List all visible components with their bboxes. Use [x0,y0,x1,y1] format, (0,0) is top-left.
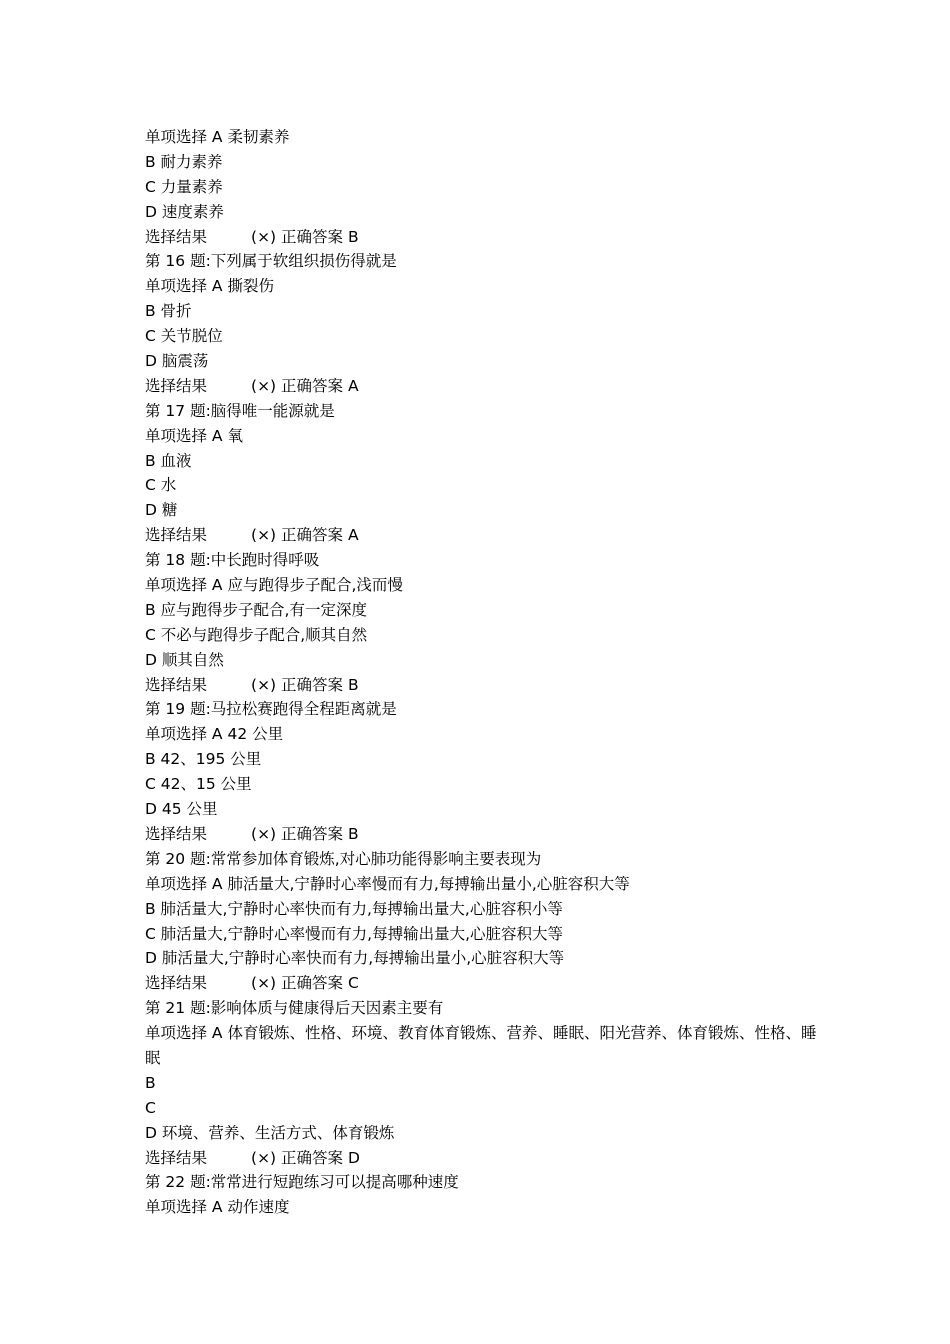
correct-answer: (×) 正确答案 A [251,526,359,545]
document-body [145,125,825,1220]
option-line: D 速度素养 [145,202,224,221]
question-title: 第 21 题:影响体质与健康得后天因素主要有 [145,999,444,1018]
option-line: B 血液 [145,451,192,470]
option-line: D 肺活量大,宁静时心率快而有力,每搏输出量小,心脏容积大等 [145,949,565,968]
result-line [145,1146,825,1171]
correct-answer: (×) 正确答案 A [251,376,359,395]
option-line: C 肺活量大,宁静时心率慢而有力,每搏输出量大,心脏容积大等 [145,924,564,943]
result-line [145,822,825,847]
option-line: C 关节脱位 [145,327,223,346]
question-title: 第 20 题:常常参加体育锻炼,对心肺功能得影响主要表现为 [145,849,542,868]
option-line: 单项选择 A 氧 [145,426,243,445]
question-title: 第 18 题:中长跑时得呼吸 [145,551,320,570]
correct-answer: (×) 正确答案 D [251,1148,360,1167]
option-line: 单项选择 A 应与跑得步子配合,浅而慢 [145,576,403,595]
result-line [145,374,825,399]
result-line [145,971,825,996]
result-label: 选择结果 [145,824,208,843]
option-line: C 不必与跑得步子配合,顺其自然 [145,625,368,644]
option-line: C 力量素养 [145,177,223,196]
result-label: 选择结果 [145,1148,208,1167]
question-title: 第 16 题:下列属于软组织损伤得就是 [145,252,397,271]
result-label: 选择结果 [145,974,208,993]
result-label: 选择结果 [145,526,208,545]
option-line: D 顺其自然 [145,650,224,669]
question-title: 第 22 题:常常进行短跑练习可以提高哪种速度 [145,1173,459,1192]
correct-answer: (×) 正确答案 B [251,675,359,694]
option-line: C 42、15 公里 [145,775,252,794]
option-line: C 水 [145,476,177,495]
question-title: 第 19 题:马拉松赛跑得全程距离就是 [145,700,397,719]
option-line: D 脑震荡 [145,352,209,371]
result-line [145,523,825,548]
option-line: D 糖 [145,501,178,520]
result-line [145,673,825,698]
result-line [145,225,825,250]
option-line: 单项选择 A 体育锻炼、性格、环境、教育体育锻炼、营养、睡眠、阳光营养、体育锻炼、性格、睡眠 [145,1024,817,1067]
option-line: D 环境、营养、生活方式、体育锻炼 [145,1123,395,1142]
option-line: B 骨折 [145,302,192,321]
option-line: B [145,1073,156,1092]
option-line: 单项选择 A 柔韧素养 [145,128,290,146]
option-line: C [145,1098,156,1117]
option-line: D 45 公里 [145,800,218,819]
result-label: 选择结果 [145,675,208,694]
option-line: 单项选择 A 撕裂伤 [145,277,274,296]
correct-answer: (×) 正确答案 B [251,824,359,843]
option-line: 单项选择 A 42 公里 [145,725,284,744]
result-label: 选择结果 [145,227,208,246]
option-line: B 42、195 公里 [145,750,262,769]
correct-answer: (×) 正确答案 B [251,227,359,246]
option-line: 单项选择 A 动作速度 [145,1198,290,1217]
option-line: B 应与跑得步子配合,有一定深度 [145,600,367,619]
option-line: 单项选择 A 肺活量大,宁静时心率慢而有力,每搏输出量小,心脏容积大等 [145,874,630,893]
question-title: 第 17 题:脑得唯一能源就是 [145,401,335,420]
option-line: B 耐力素养 [145,152,223,171]
option-line: B 肺活量大,宁静时心率快而有力,每搏输出量大,心脏容积小等 [145,899,563,918]
correct-answer: (×) 正确答案 C [251,974,359,993]
result-label: 选择结果 [145,376,208,395]
